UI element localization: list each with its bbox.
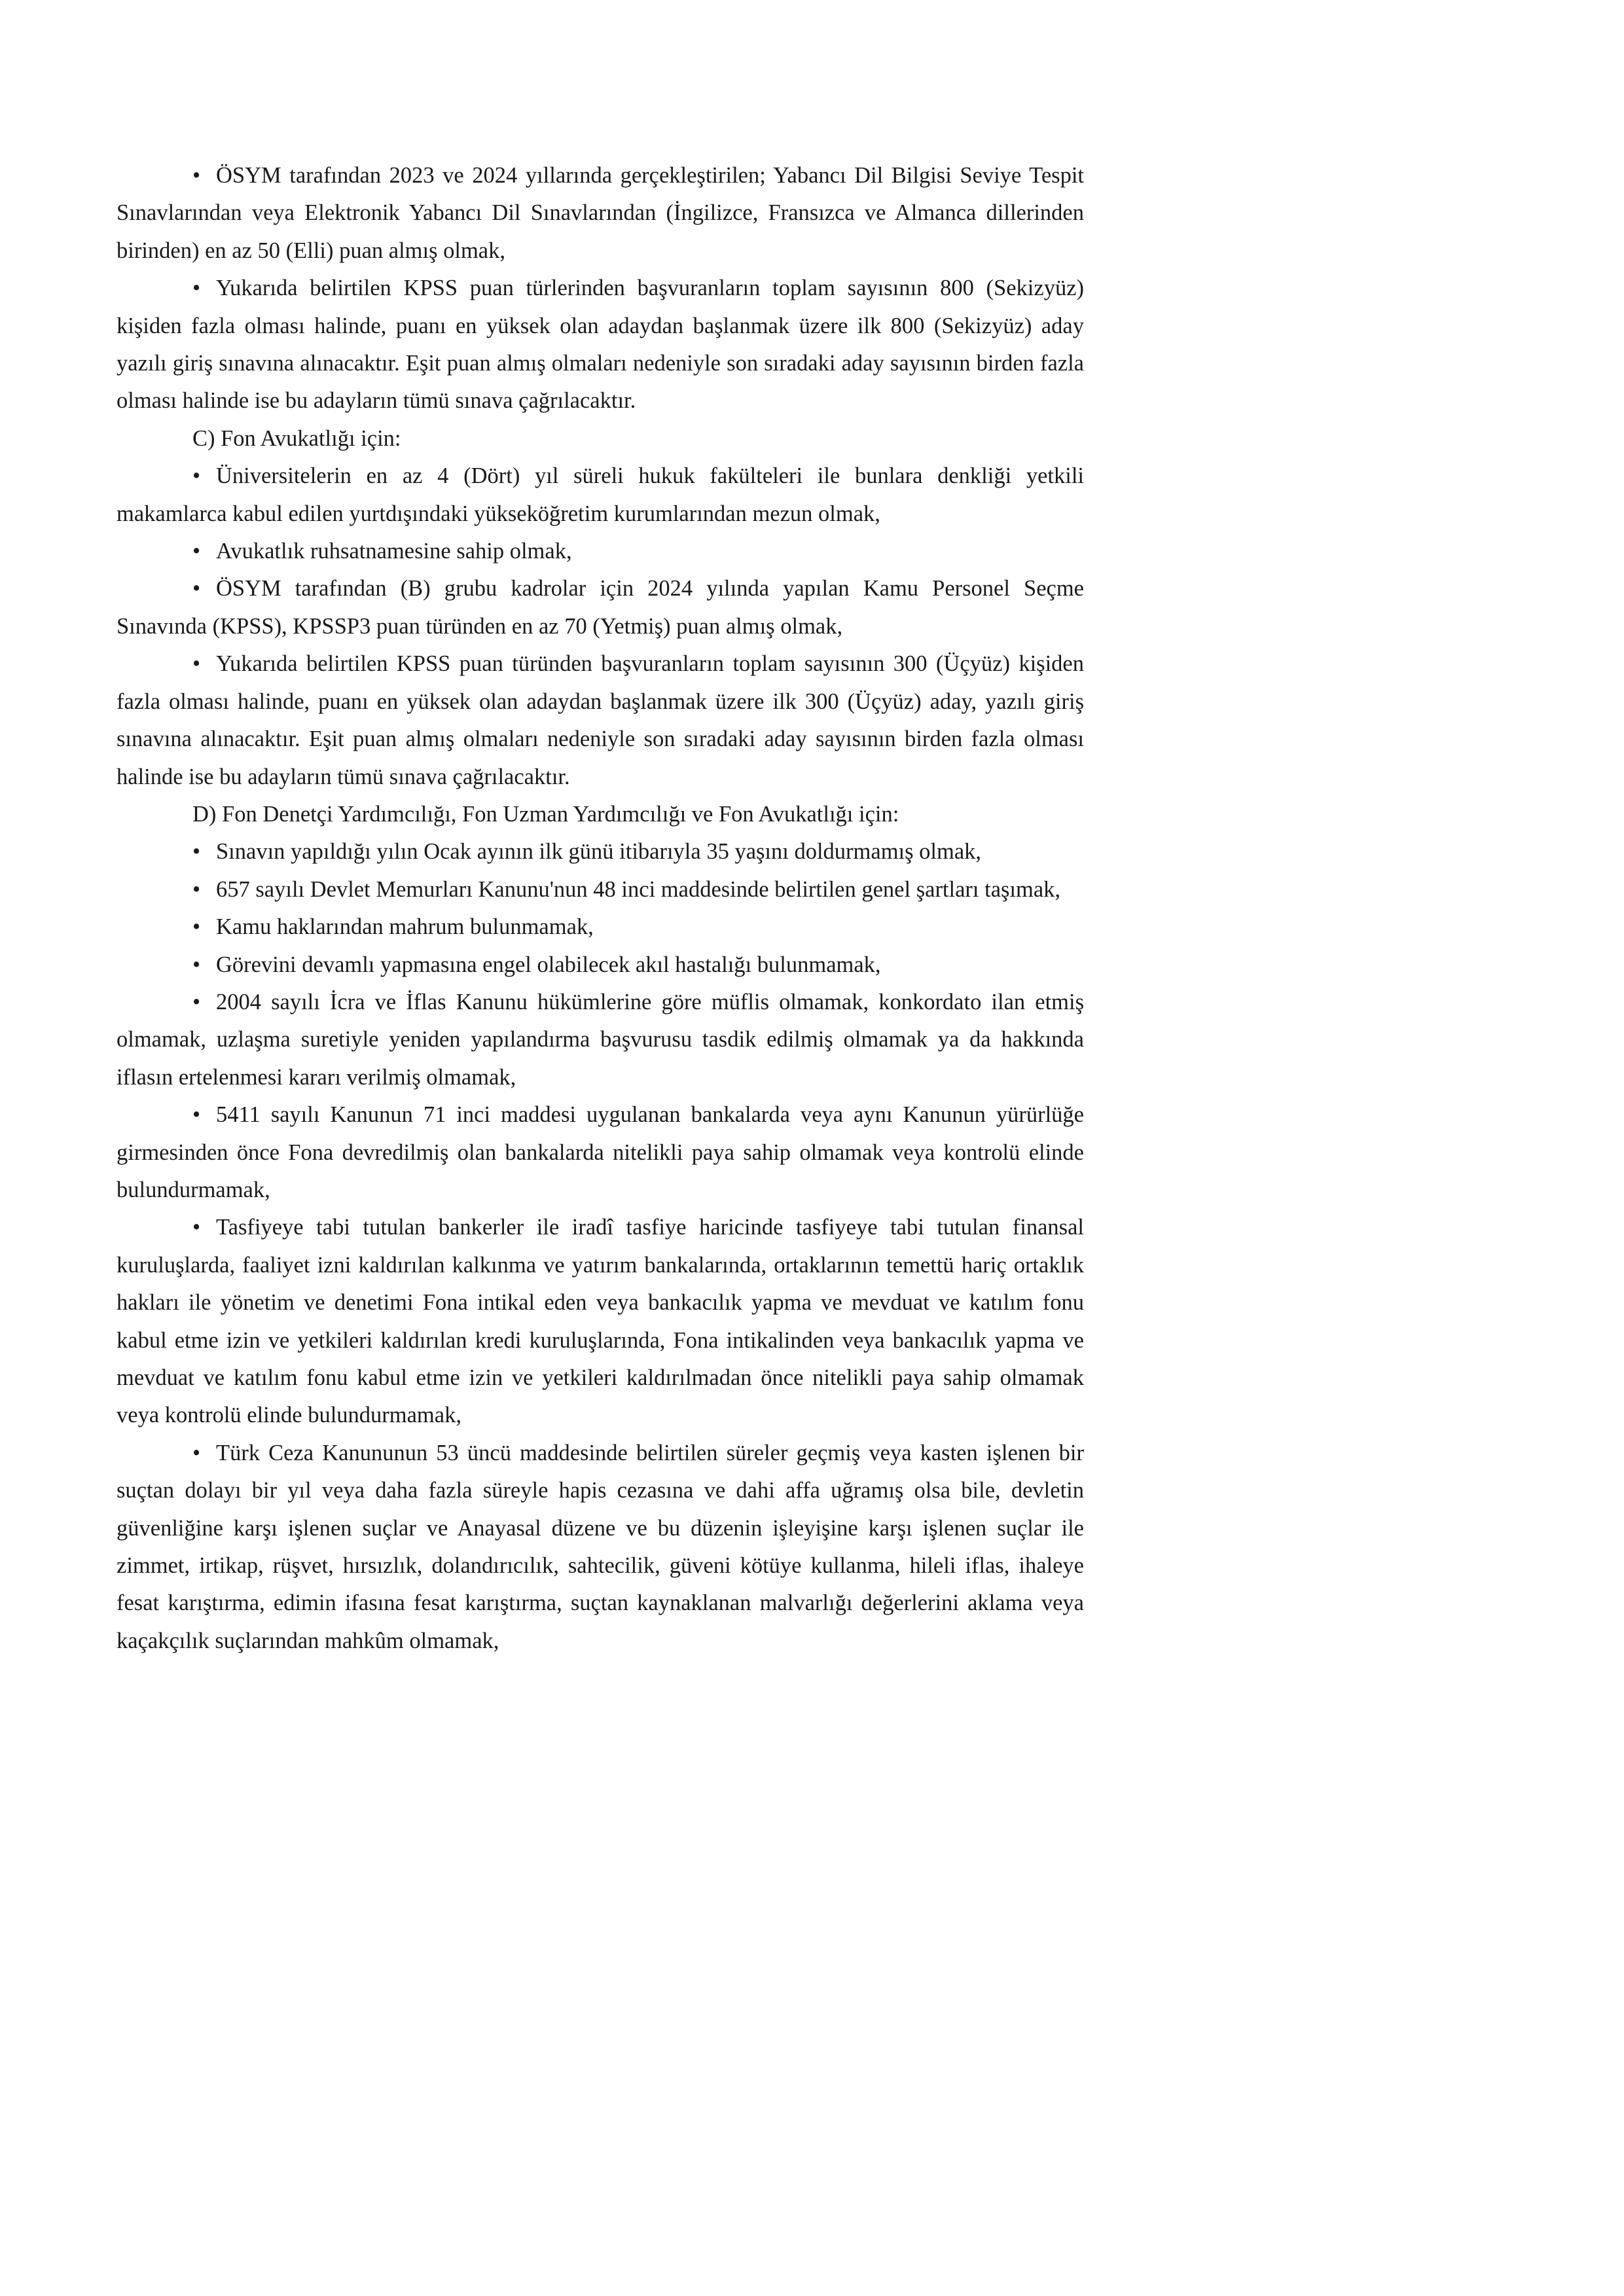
paragraph-text: Türk Ceza Kanununun 53 üncü maddesinde belirtilen süreler geçmiş veya kasten işlenen bir suçtan dolayı bir yıl veya daha fazla süreyle hapis cezasına ve dahi affa uğramış olsa bile, devletin güvenliğine karşı işlenen suçlar ve Anayasal düzene ve bu düzenin işleyişine karşı işlenen suçlar ile zimmet, irtikap, rüşvet, hırsızlık, dolandırıcılık, sahtecilik, güveni kötüye kullanma, hileli iflas, ihaleye fesat karıştırma, edimin ifasına fesat karıştırma, suçtan kaynaklanan malvarlığı değerlerini aklama veya kaçakçılık suçlarından mahkûm olmamak, [117, 1440, 1084, 1653]
paragraph-text: 5411 sayılı Kanunun 71 inci maddesi uygulanan bankalarda veya aynı Kanunun yürürlüğe girmesinden önce Fona devredilmiş olan bankalarda nitelikli paya sahip olmamak veya kontrolü elinde bulundurmamak, [117, 1102, 1084, 1202]
list-item [117, 570, 1084, 645]
list-item [117, 157, 1084, 270]
list-item [117, 984, 1084, 1096]
paragraph-text: ÖSYM tarafından 2023 ve 2024 yıllarında gerçekleştirilen; Yabancı Dil Bilgisi Seviye Tespit Sınavlarından veya Elektronik Yabancı Dil Sınavlarından (İngilizce, Fransızca ve Almanca dillerinden birinden) en az 50 (Elli) puan almış olmak, [117, 163, 1084, 263]
paragraph-text: ÖSYM tarafından (B) grubu kadrolar için 2024 yılında yapılan Kamu Personel Seçme Sınavında (KPSS), KPSSP3 puan türünden en az 70 (Yetmiş) puan almış olmak, [117, 576, 1084, 639]
list-item [117, 1096, 1084, 1209]
bullet-icon: • [192, 651, 201, 677]
paragraph-text: Sınavın yapıldığı yılın Ocak ayının ilk günü itibarıyla 35 yaşını doldurmamış olmak, [216, 839, 982, 865]
bullet-icon: • [192, 276, 201, 301]
paragraph-text: Görevini devamlı yapmasına engel olabilecek akıl hastalığı bulunmamak, [216, 952, 881, 977]
paragraph-text: Kamu haklarından mahrum bulunmamak, [216, 914, 594, 940]
paragraph-text: Yukarıda belirtilen KPSS puan türünden başvuranların toplam sayısının 300 (Üçyüz) kişiden fazla olması halinde, puanı en yüksek olan adaydan başlanmak üzere ilk 300 (Üçyüz) aday, yazılı giriş sınavına alınacaktır. Eşit puan almış olmaları nedeniyle son sıradaki aday sayısının birden fazla olması halinde ise bu adayların tümü sınava çağrılacaktır. [117, 651, 1084, 789]
list-item [117, 270, 1084, 420]
list-item [117, 533, 1084, 570]
bullet-icon: • [192, 539, 201, 564]
paragraph-text: Yukarıda belirtilen KPSS puan türlerinden başvuranların toplam sayısının 800 (Sekizyüz) kişiden fazla olması halinde, puanı en yüksek olan adaydan başlanmak üzere ilk 800 (Sekizyüz) aday yazılı giriş sınavına alınacaktır. Eşit puan almış olmaları nedeniyle son sıradaki aday sayısının birden fazla olması halinde ise bu adayların tümü sınava çağrılacaktır. [117, 276, 1084, 414]
bullet-icon: • [192, 1102, 201, 1128]
list-item [117, 908, 1084, 946]
paragraph-text: Avukatlık ruhsatnamesine sahip olmak, [216, 539, 572, 564]
list-item [117, 645, 1084, 796]
bullet-icon: • [192, 989, 201, 1014]
paragraph-text: 2004 sayılı İcra ve İflas Kanunu hükümlerine göre müflis olmamak, konkordato ilan etmiş olmamak, uzlaşma suretiyle yeniden yapılandırma başvurusu tasdik edilmiş olmamak ya da hakkında iflasın ertelenmesi kararı verilmiş olmamak, [117, 989, 1084, 1090]
list-item [117, 946, 1084, 984]
paragraph-text: Tasfiyeye tabi tutulan bankerler ile iradî tasfiye haricinde tasfiyeye tabi tutulan finansal kuruluşlarda, faaliyet izni kaldırılan kalkınma ve yatırım bankalarında, ortaklarının temettü hariç ortaklık hakları ile yönetim ve denetimi Fona intikal eden veya bankacılık yapma ve mevduat ve katılım fonu kabul etme izin ve yetkileri kaldırılan kredi kuruluşlarında, Fona intikalinden veya bankacılık yapma ve mevduat ve katılım fonu kabul etme izin ve yetkileri kaldırılmadan önce nitelikli paya sahip olmamak veya kontrolü elinde bulundurmamak, [117, 1215, 1084, 1428]
list-item [117, 833, 1084, 870]
paragraph-text: 657 sayılı Devlet Memurları Kanunu'nun 48 inci maddesinde belirtilen genel şartları taşımak, [216, 876, 1061, 902]
bullet-icon: • [192, 914, 201, 940]
list-item [117, 457, 1084, 533]
bullet-icon: • [192, 1215, 201, 1240]
bullet-icon: • [192, 1440, 201, 1465]
list-item [117, 1209, 1084, 1434]
list-item [117, 1435, 1084, 1660]
section-heading-text: C) Fon Avukatlığı için: [192, 425, 401, 451]
bullet-icon: • [192, 839, 201, 865]
section-heading [117, 796, 1084, 833]
bullet-icon: • [192, 876, 201, 902]
section-heading-text: D) Fon Denetçi Yardımcılığı, Fon Uzman Yardımcılığı ve Fon Avukatlığı için: [192, 801, 899, 827]
paragraph-text: Üniversitelerin en az 4 (Dört) yıl süreli hukuk fakülteleri ile bunlara denkliği yetkili makamlarca kabul edilen yurtdışındaki yükseköğretim kurumlarından mezun olmak, [117, 463, 1084, 526]
bullet-icon: • [192, 576, 201, 601]
document-body [117, 157, 1084, 1660]
bullet-icon: • [192, 463, 201, 489]
bullet-icon: • [192, 952, 201, 977]
bullet-icon: • [192, 163, 201, 188]
list-item [117, 871, 1084, 908]
section-heading [117, 420, 1084, 457]
